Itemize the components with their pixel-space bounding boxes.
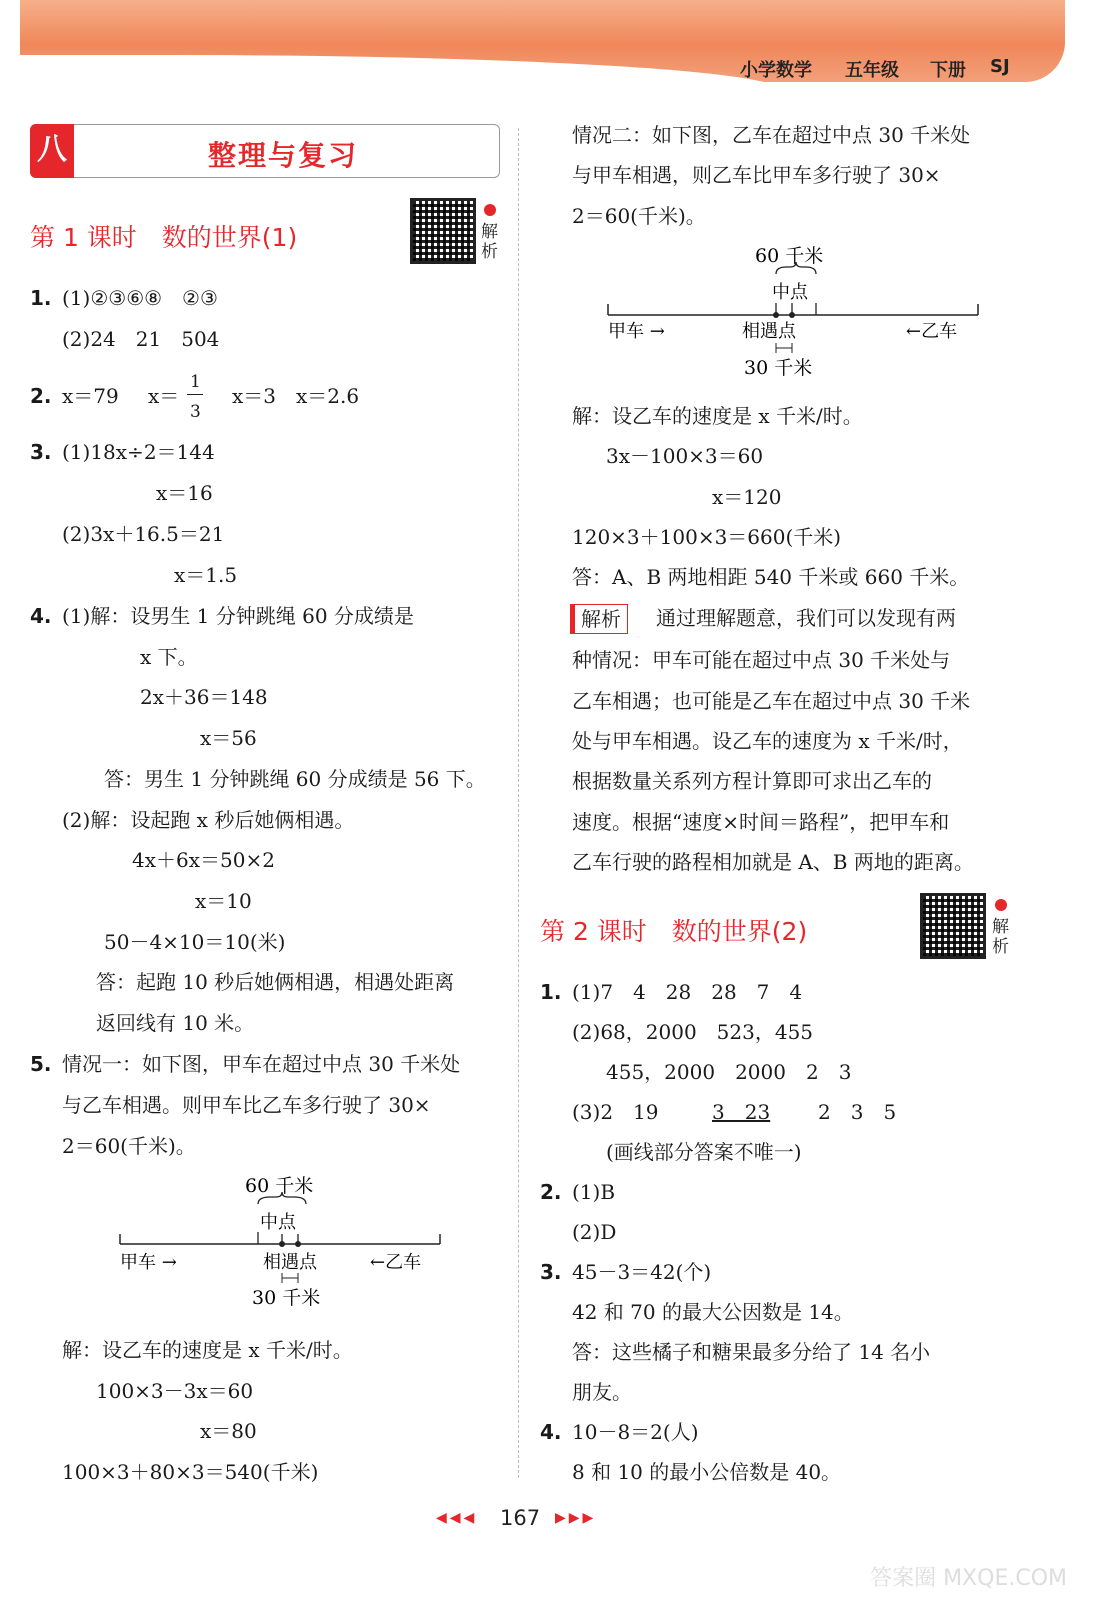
header-edition: SJ (990, 56, 1010, 77)
answer-line: (2)68，2000 523，455 (572, 1020, 814, 1044)
underlined-answer: 3 23 (712, 1100, 771, 1124)
answer-line: x＝3 x＝2.6 (232, 384, 360, 408)
meet-label: 相遇点 (742, 321, 796, 342)
fraction-denominator: 3 (190, 402, 201, 422)
answer-line: 返回线有 10 米。 (96, 1011, 255, 1035)
diagram-bottom-label: 30 千米 (744, 357, 813, 379)
answer-line: 与甲车相遇，则乙车比甲车多行驶了 30× (572, 163, 941, 187)
answer-line: 120×3＋100×3＝660(千米) (572, 525, 842, 549)
q-number: 1. (540, 980, 562, 1004)
answer-line: 42 和 70 的最大公因数是 14。 (572, 1300, 854, 1324)
chapter-title: 整理与复习 (208, 139, 359, 172)
answer-line: 4x＋6x＝50×2 (132, 848, 275, 872)
answer-line: 答：A、B 两地相距 540 千米或 660 千米。 (572, 565, 970, 589)
q-number: 2. (30, 384, 52, 408)
answer-line: 解：设乙车的速度是 x 千米/时。 (572, 404, 863, 428)
answer-line: 情况一：如下图，甲车在超过中点 30 千米处 (62, 1052, 461, 1076)
answer-line: (1)7 4 28 28 7 4 (572, 980, 803, 1004)
qr-code-1[interactable] (410, 198, 476, 264)
answer-line: 50－4×10＝10(米) (104, 930, 286, 954)
answer-line: (1)解：设男生 1 分钟跳绳 60 分成绩是 (62, 604, 414, 628)
answer-line: 45－3＝42(个) (572, 1260, 712, 1284)
answer-line: 与乙车相遇。则甲车比乙车多行驶了 30× (62, 1093, 431, 1117)
q-number: 1. (30, 286, 52, 310)
answer-line: x＝79 (62, 384, 119, 408)
answer-line: (1)18x÷2＝144 (62, 440, 215, 464)
answer-line: (2)解：设起跑 x 秒后她俩相遇。 (62, 808, 355, 832)
answer-line: (2)D (572, 1220, 617, 1244)
answer-line: 答：这些橘子和糖果最多分给了 14 名小 (572, 1340, 931, 1364)
diagram-top-label: 60 千米 (755, 245, 824, 267)
analysis-line: 乙车相遇；也可能是乙车在超过中点 30 千米 (572, 689, 971, 713)
diagram-top-label: 60 千米 (245, 1175, 314, 1197)
meeting-diagram-1 (110, 1172, 450, 1312)
answer-line: 答：男生 1 分钟跳绳 60 分成绩是 56 下。 (104, 767, 486, 791)
meet-dot (295, 1241, 301, 1247)
answer-line: x＝80 (200, 1419, 257, 1443)
q-number: 3. (540, 1260, 562, 1284)
car-b-label: ←乙车 (906, 321, 958, 342)
answer-line: 100×3＋80×3＝540(千米) (62, 1460, 319, 1484)
answer-line: 10－8＝2(人) (572, 1420, 699, 1444)
analysis-line: 通过理解题意，我们可以发现有两 (656, 606, 956, 630)
diagram-mid-label: 中点 (260, 1212, 296, 1233)
midpoint-dot (279, 1241, 285, 1247)
meet-label: 相遇点 (263, 1252, 317, 1273)
answer-line: 2＝60(千米)。 (62, 1134, 196, 1158)
meet-dot (773, 312, 779, 318)
answer-line: x 下。 (140, 645, 198, 669)
answer-line: x＝1.5 (174, 563, 238, 587)
answer-note: (画线部分答案不唯一) (606, 1140, 802, 1164)
answer-line: 455，2000 2000 2 3 (606, 1060, 852, 1084)
q-number: 2. (540, 1180, 562, 1204)
watermark: 答案圈 MXQE.COM (870, 1566, 1067, 1591)
midpoint-dot (789, 312, 795, 318)
prev-page-icon[interactable]: ◀◀◀ (436, 1510, 478, 1526)
q-number: 3. (30, 440, 52, 464)
answer-line: 3x－100×3＝60 (606, 444, 764, 468)
q-number: 4. (30, 604, 52, 628)
answer-line: 朋友。 (572, 1380, 632, 1404)
analysis-line: 乙车行驶的路程相加就是 A、B 两地的距离。 (572, 850, 974, 874)
answer-line: 2＝60(千米)。 (572, 204, 706, 228)
header-grade: 五年级 (845, 60, 899, 81)
car-a-label: 甲车 → (120, 1252, 177, 1273)
lesson1-title: 第 1 课时 数的世界(1) (30, 223, 298, 252)
lesson2-title: 第 2 课时 数的世界(2) (540, 917, 808, 946)
analysis-line: 速度。根据“速度×时间＝路程”，把甲车和 (572, 810, 950, 834)
fraction-numerator: 1 (190, 372, 201, 392)
answer-line: 2 3 5 (818, 1100, 897, 1124)
answer-line: x＝56 (200, 726, 257, 750)
column-divider (518, 128, 519, 1478)
chapter-number: 八 (30, 124, 74, 178)
answer-line: 2x＋36＝148 (140, 685, 268, 709)
play-icon (995, 899, 1007, 911)
analysis-line: 种情况：甲车可能在超过中点 30 千米处与 (572, 648, 951, 672)
q-number: 5. (30, 1052, 52, 1076)
diagram-bottom-label: 30 千米 (252, 1287, 321, 1309)
play-icon (484, 204, 496, 216)
analysis-line: 根据数量关系列方程计算即可求出乙车的 (572, 769, 932, 793)
answer-line: x＝16 (156, 481, 213, 505)
answer-line: 答：起跑 10 秒后她俩相遇，相遇处距离 (96, 970, 455, 994)
analysis-tag: 解析 (570, 604, 628, 634)
answer-line: 100×3－3x＝60 (96, 1379, 254, 1403)
answer-line: (1)B (572, 1180, 616, 1204)
header-volume: 下册 (930, 60, 966, 81)
car-b-label: ←乙车 (370, 1252, 422, 1273)
page-number: 167 (500, 1506, 541, 1530)
answer-line: x＝ (148, 384, 180, 408)
answer-line: x＝10 (195, 889, 252, 913)
answer-line: (2)3x＋16.5＝21 (62, 522, 225, 546)
diagram-mid-label: 中点 (772, 282, 808, 303)
analysis-line: 处与甲车相遇。设乙车的速度为 x 千米/时， (572, 729, 963, 753)
qr-label-1: 解析 (481, 222, 498, 262)
fraction-bar (187, 394, 203, 395)
next-page-icon[interactable]: ▶▶▶ (555, 1510, 597, 1526)
qr-label-2: 解析 (992, 917, 1009, 957)
answer-line: (1)②③⑥⑧ ②③ (62, 286, 218, 310)
meeting-diagram-2 (600, 240, 990, 380)
answer-line: (3)2 19 (572, 1100, 659, 1124)
q-number: 4. (540, 1420, 562, 1444)
answer-line: 情况二：如下图，乙车在超过中点 30 千米处 (572, 123, 971, 147)
answer-line: 解：设乙车的速度是 x 千米/时。 (62, 1338, 353, 1362)
answer-line: 8 和 10 的最小公倍数是 40。 (572, 1460, 842, 1484)
car-a-label: 甲车 → (608, 321, 665, 342)
header-subject: 小学数学 (740, 60, 812, 81)
qr-code-2[interactable] (920, 893, 986, 959)
answer-line: (2)24 21 504 (62, 327, 220, 351)
answer-line: x＝120 (712, 485, 782, 509)
